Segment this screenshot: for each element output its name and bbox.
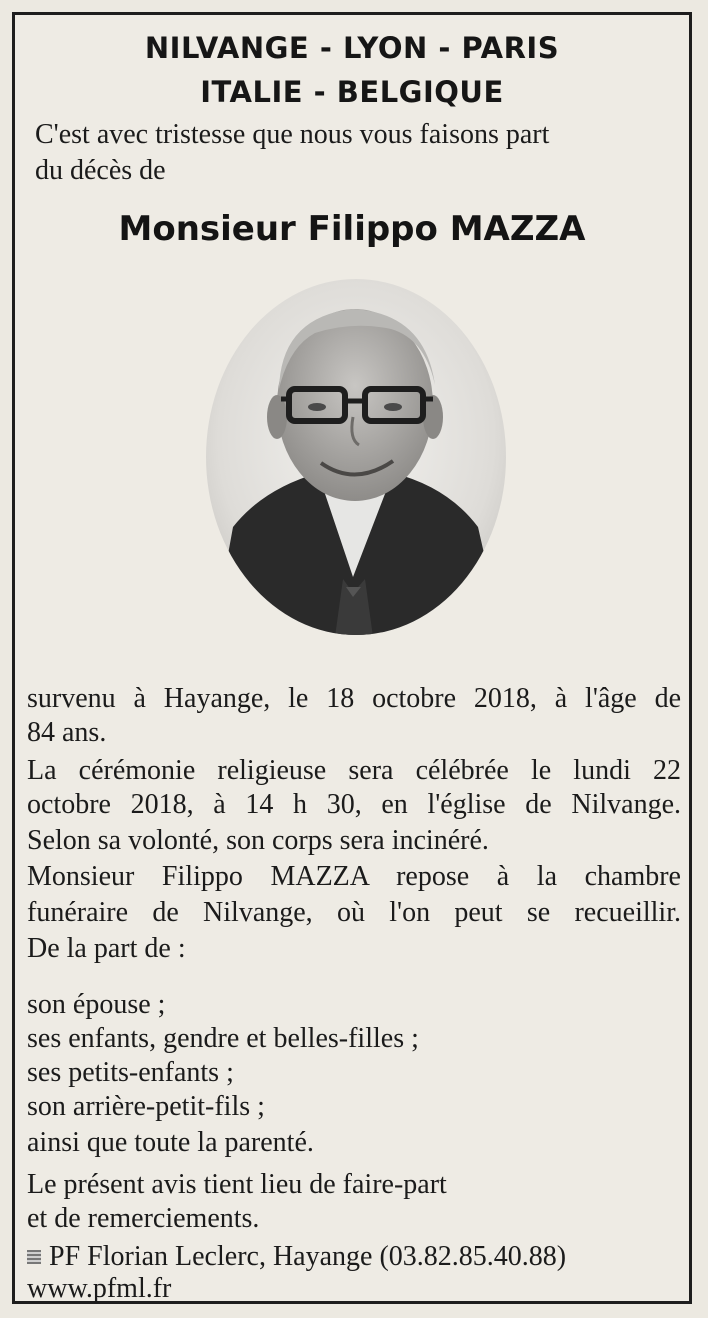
- closing-line-1: Le présent avis tient lieu de faire-part: [27, 1169, 447, 1200]
- portrait-photo: [203, 277, 509, 637]
- intro-line-2: du décès de: [35, 155, 166, 186]
- funeral-home-line: [27, 1241, 566, 1272]
- bullet-square-icon: [27, 1250, 41, 1264]
- body-line-6: Monsieur Filippo MAZZA repose à la chambre: [27, 861, 681, 892]
- family-item: ainsi que toute la parenté.: [27, 1127, 314, 1158]
- body-line-4: octobre 2018, à 14 h 30, en l'église de Nilvange.: [27, 789, 681, 820]
- body-line-8: De la part de :: [27, 933, 186, 964]
- body-line-3: La cérémonie religieuse sera célébrée le lundi 22: [27, 755, 681, 786]
- intro-line-1: C'est avec tristesse que nous vous faisons part: [35, 119, 550, 150]
- obituary-notice: [12, 12, 692, 1304]
- family-item: ses petits-enfants ;: [27, 1057, 234, 1088]
- family-item: son arrière-petit-fils ;: [27, 1091, 265, 1122]
- body-line-1: survenu à Hayange, le 18 octobre 2018, à l'âge de: [27, 683, 681, 714]
- funeral-home-website: www.pfml.fr: [27, 1273, 172, 1304]
- body-line-2: 84 ans.: [27, 717, 107, 748]
- family-item: ses enfants, gendre et belles-filles ;: [27, 1023, 419, 1054]
- header-cities: NILVANGE - LYON - PARIS: [144, 31, 560, 65]
- closing-line-2: et de remerciements.: [27, 1203, 260, 1234]
- deceased-name: Monsieur Filippo MAZZA: [118, 209, 586, 249]
- body-line-7: funéraire de Nilvange, où l'on peut se recueillir.: [27, 897, 681, 928]
- family-item: son épouse ;: [27, 989, 166, 1020]
- header-countries: ITALIE - BELGIQUE: [200, 75, 504, 109]
- body-line-5: Selon sa volonté, son corps sera incinéré.: [27, 825, 489, 856]
- funeral-home-name: PF Florian Leclerc, Hayange (03.82.85.40.88): [49, 1241, 567, 1272]
